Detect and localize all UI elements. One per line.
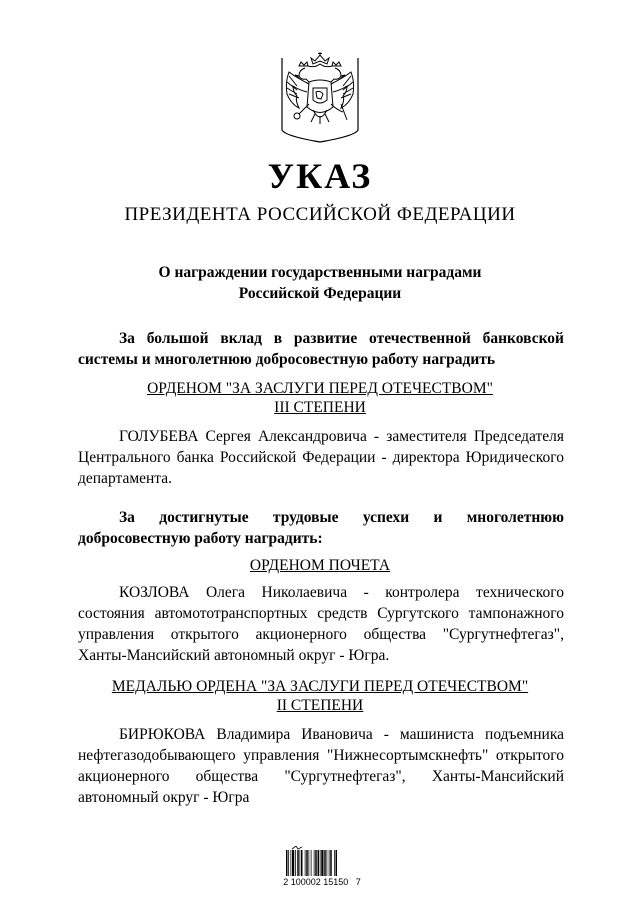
award-medal-line-2: II СТЕПЕНИ — [276, 697, 364, 714]
decree-subtitle: ПРЕЗИДЕНТА РОССИЙСКОЙ ФЕДЕРАЦИИ — [124, 204, 516, 225]
section2-award-1 — [0, 556, 640, 575]
section1-award — [0, 379, 640, 417]
decree-subject — [0, 262, 640, 304]
section2-intro: За достигнутые трудовые успехи и многолетнюю добросовестную работу наградить: — [78, 509, 564, 547]
recipient-biryukov: БИРЮКОВА Владимира Ивановича - машиниста подъемника нефтегазодобывающего управления "Нижнесортымскнефть" открытого акционерного общества "Сургутнефтегаз", Ханты-Мансийский автономный округ - Югра — [78, 726, 564, 806]
coat-of-arms-emblem-icon — [275, 52, 365, 144]
subject-line-1: О награждении государственными наградами — [158, 264, 482, 281]
barcode-number: 2 100002 15150 7 — [283, 877, 361, 887]
section1-intro: За большой вклад в развитие отечественной банковской системы и многолетнюю добросовестную работу наградить — [78, 330, 564, 368]
award-order-honour: ОРДЕНОМ ПОЧЕТА — [249, 557, 391, 574]
subject-line-2: Российской Федерации — [238, 285, 402, 302]
decree-title: УКАЗ — [267, 156, 373, 196]
recipient-kozlov: КОЗЛОВА Олега Николаевича - контролера технического состояния автомототранспортных средств Сургутского тампонажного управления открытого акционерного общества "Сургутнефтегаз", Ханты-Мансийский автономный округ - Югра. — [78, 584, 564, 664]
award-order-merit-line-1: ОРДЕНОМ "ЗА ЗАСЛУГИ ПЕРЕД ОТЕЧЕСТВОМ" — [147, 380, 493, 397]
barcode-bars-icon — [282, 846, 362, 876]
award-medal-line-1: МЕДАЛЬЮ ОРДЕНА "ЗА ЗАСЛУГИ ПЕРЕД ОТЕЧЕСТВОМ" — [111, 678, 529, 695]
recipient-golubev: ГОЛУБЕВА Сергея Александровича - заместителя Председателя Центрального банка Российской Федерации - директора Юридического департамента. — [78, 428, 564, 487]
award-order-merit-line-2: III СТЕПЕНИ — [274, 399, 366, 416]
section2-award-2 — [0, 677, 640, 715]
barcode — [282, 846, 362, 887]
